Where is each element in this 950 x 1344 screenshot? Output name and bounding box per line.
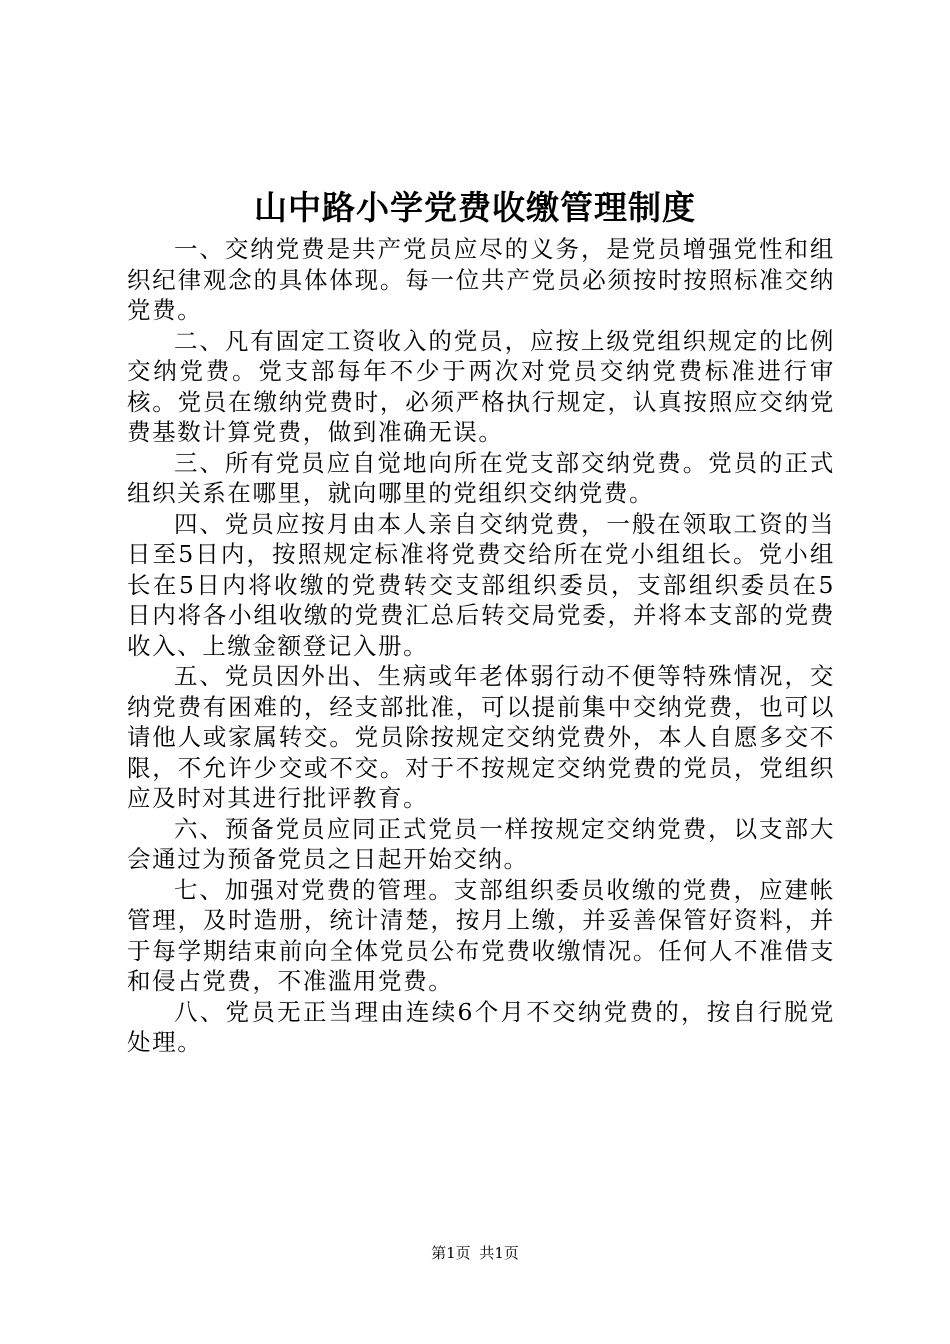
paragraph-5: 五、党员因外出、生病或年老体弱行动不便等特殊情况，交纳党费有困难的，经支部批准，可以提前集中交纳党费，也可以请他人或家属转交。党员除按规定交纳党费外，本人自愿多交不限，不允许少交或不交。对于不按规定交纳党费的党员，党组织应及时对其进行批评教育。	[127, 662, 835, 812]
paragraph-1: 一、交纳党费是共产党员应尽的义务，是党员增强党性和组织纪律观念的具体体现。每一位共产党员必须按时按照标准交纳党费。	[127, 235, 835, 324]
paragraph-3: 三、所有党员应自觉地向所在党支部交纳党费。党员的正式组织关系在哪里，就向哪里的党组织交纳党费。	[127, 448, 835, 507]
paragraph-4: 四、党员应按月由本人亲自交纳党费，一般在领取工资的当日至5日内，按照规定标准将党费交给所在党小组组长。党小组长在5日内将收缴的党费转交支部组织委员，支部组织委员在5日内将各小组收缴的党费汇总后转交局党委，并将本支部的党费收入、上缴金额登记入册。	[127, 509, 835, 660]
paragraph-2: 二、凡有固定工资收入的党员，应按上级党组织规定的比例交纳党费。党支部每年不少于两次对党员交纳党费标准进行审核。党员在缴纳党费时，必须严格执行规定，认真按照应交纳党费基数计算党费，做到准确无误。	[127, 326, 835, 446]
document-title: 山中路小学党费收缴管理制度	[254, 188, 696, 227]
paragraph-8: 八、党员无正当理由连续6个月不交纳党费的，按自行脱党处理。	[127, 997, 835, 1056]
page-number: 第1页	[431, 1244, 471, 1262]
page-footer	[0, 1243, 950, 1263]
paragraph-7: 七、加强对党费的管理。支部组织委员收缴的党费，应建帐管理，及时造册，统计清楚，按月上缴，并妥善保管好资料，并于每学期结束前向全体党员公布党费收缴情况。任何人不准借支和侵占党费，不准滥用党费。	[127, 875, 835, 995]
document-body	[127, 234, 835, 1058]
paragraph-6: 六、预备党员应同正式党员一样按规定交纳党费，以支部大会通过为预备党员之日起开始交纳。	[127, 814, 835, 873]
page-total: 共1页	[479, 1244, 519, 1262]
